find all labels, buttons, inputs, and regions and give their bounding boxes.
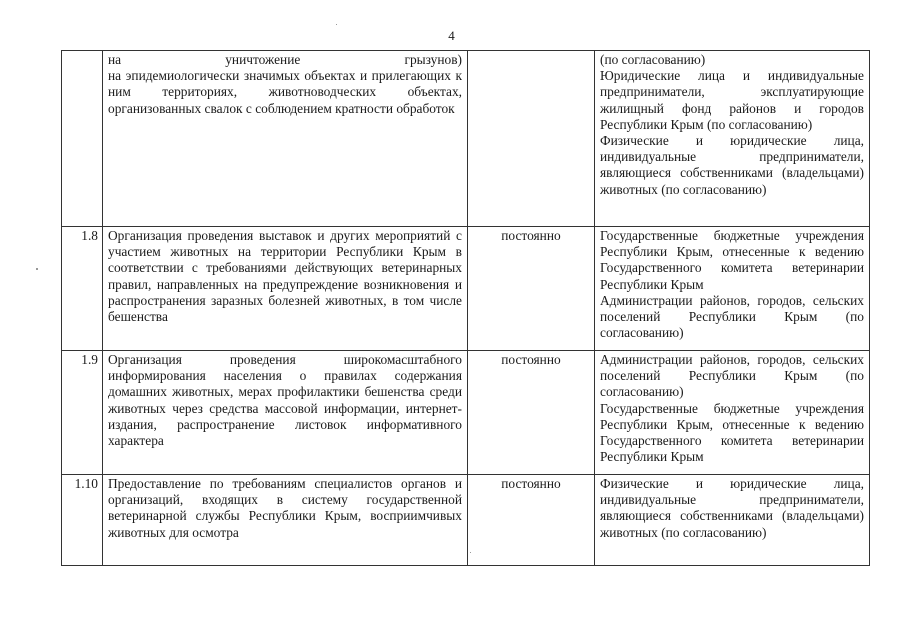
row-number <box>62 51 103 227</box>
responsible-paragraph: Физические и юридические лица, индивидуальные предприниматели, являющиеся собственниками (владельцами) животных (по согласованию) <box>600 476 864 540</box>
row-term: постоянно <box>468 227 595 351</box>
page-number: 4 <box>448 28 455 43</box>
action-paragraph: Организация проведения выставок и других мероприятий с участием животных на территории Республики Крым в соответствии с требованиями действующих ветеринарных правил, направленных на предупреждение возникновения и распространения заразных болезней животных, в том числе бешенства <box>108 228 462 325</box>
row-action <box>103 227 468 351</box>
table-row <box>62 475 870 566</box>
responsible-paragraph: Администрации районов, городов, сельских поселений Республики Крым (по согласованию) <box>600 292 864 341</box>
row-number: 1.10 <box>62 475 103 566</box>
responsible-paragraph: Администрации районов, городов, сельских поселений Республики Крым (по согласованию) <box>600 352 864 400</box>
row-term: постоянно <box>468 351 595 475</box>
row-responsible <box>595 51 870 227</box>
row-responsible <box>595 227 870 351</box>
table-row <box>62 227 870 351</box>
row-responsible <box>595 475 870 566</box>
responsible-paragraph: (по согласованию) <box>600 52 706 67</box>
row-number: 1.9 <box>62 351 103 475</box>
row-term <box>468 51 595 227</box>
action-paragraph: на уничтожение грызунов) <box>108 52 462 67</box>
scan-speck <box>36 268 38 270</box>
row-action <box>103 351 468 475</box>
table-row <box>62 351 870 475</box>
measures-table <box>61 50 870 566</box>
responsible-paragraph: Государственные бюджетные учреждения Республики Крым, отнесенные к ведению Государственного комитета ветеринарии Республики Крым <box>600 400 864 465</box>
scan-speck <box>336 24 337 25</box>
scan-speck <box>470 552 471 553</box>
table-row <box>62 51 870 227</box>
row-responsible <box>595 351 870 475</box>
row-action <box>103 475 468 566</box>
action-paragraph: Предоставление по требованиям специалистов органов и организаций, входящих в систему государственной ветеринарной службы Республики Крым, восприимчивых животных для осмотра <box>108 476 462 540</box>
responsible-paragraph: Государственные бюджетные учреждения Республики Крым, отнесенные к ведению Государственного комитета ветеринарии Республики Крым <box>600 228 864 292</box>
action-paragraph: Организация проведения широкомасштабного информирования населения о правилах содержания домашних животных, мерах профилактики бешенства среди животных через средства массовой информации, интернет-издания, распространение листовок информативного характера <box>108 352 462 449</box>
action-paragraph: на эпидемиологически значимых объектах и прилегающих к ним территориях, животноводческих объектах, организованных свалок с соблюдением кратности обработок <box>108 68 462 116</box>
row-term: постоянно <box>468 475 595 566</box>
responsible-paragraph: Юридические лица и индивидуальные предприниматели, эксплуатирующие жилищный фонд районов и городов Республики Крым (по согласованию) <box>600 68 864 132</box>
row-action <box>103 51 468 227</box>
row-number: 1.8 <box>62 227 103 351</box>
responsible-paragraph: Физические и юридические лица, индивидуальные предприниматели, являющиеся собственниками (владельцами) животных (по согласованию) <box>600 133 864 197</box>
